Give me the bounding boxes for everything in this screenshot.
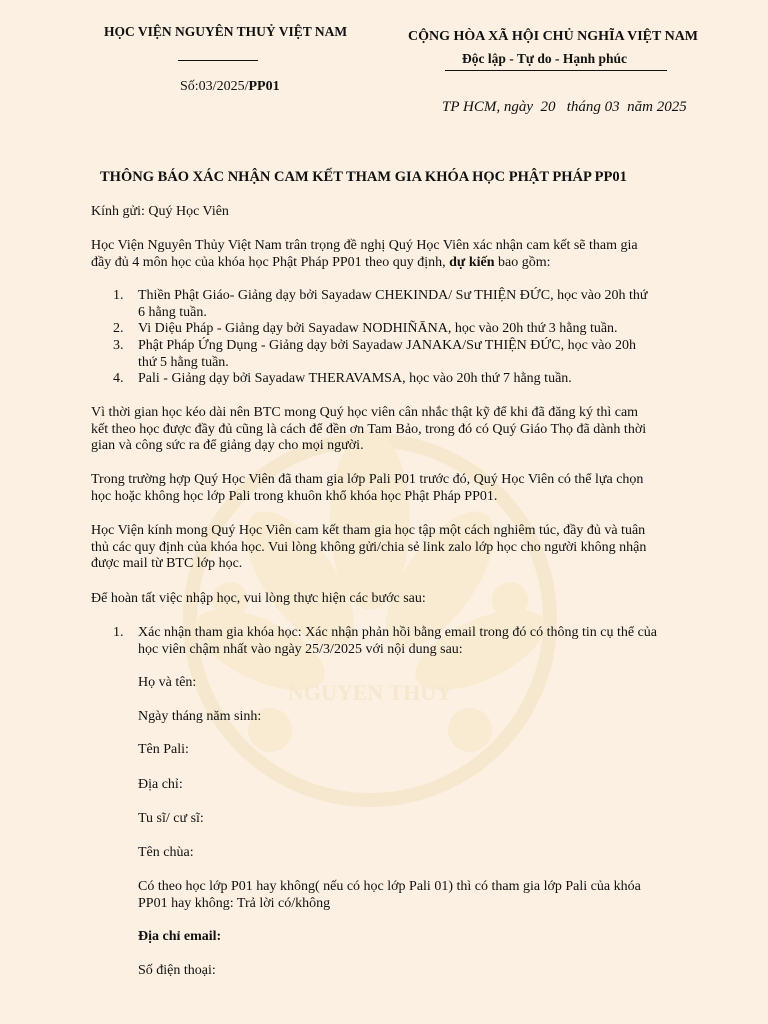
field-address: Địa chỉ:	[138, 777, 183, 792]
field-name: Họ và tên:	[138, 675, 197, 690]
course-line: 6 hằng tuần.	[138, 304, 207, 320]
course-line: thứ 5 hằng tuần.	[138, 354, 229, 370]
step-number: 1.	[113, 625, 124, 640]
step-text	[138, 625, 708, 658]
commitment-paragraph	[91, 405, 711, 455]
document-number	[180, 79, 280, 95]
paragraph-line: gian và công sức ra để giảng dạy cho mọi người.	[91, 438, 364, 453]
intro-line-2-end: bao gồm:	[494, 254, 551, 270]
course-text	[138, 338, 708, 371]
course-text	[138, 371, 708, 388]
intro-line-1: Học Viện Nguyên Thủy Việt Nam trân trọng đề nghị Quý Học Viên xác nhận cam kết sẽ tham gia	[91, 238, 638, 253]
nation-title: CỘNG HÒA XÃ HỘI CHỦ NGHĨA VIỆT NAM	[408, 29, 699, 44]
document-number-prefix: Số:03/2025/	[180, 79, 249, 94]
paragraph-line: được mail từ BTC lớp học.	[91, 556, 243, 571]
course-line: Phật Pháp Ứng Dụng - Giảng dạy bởi Sayadaw JANAKA/Sư THIỆN ĐỨC, học vào 20h	[138, 338, 637, 353]
field-line: Có theo học lớp P01 hay không( nếu có học lớp Pali 01) thì có tham gia lớp Pali của khóa	[138, 879, 641, 894]
course-text	[138, 288, 708, 321]
rules-paragraph	[91, 523, 711, 573]
course-number: 4.	[113, 371, 124, 386]
course-line: Vi Diệu Pháp - Giảng dạy bởi Sayadaw NODHIÑĀNA, học vào 20h thứ 3 hằng tuần.	[138, 321, 618, 336]
paragraph-line: kết theo học được đầy đủ cũng là cách để đền ơn Tam Bảo, trong đó có Quý Giáo Thọ đã dành thời	[91, 421, 647, 437]
document-date: TP HCM, ngày 20 tháng 03 năm 2025	[442, 99, 687, 115]
course-line: Pali - Giảng dạy bởi Sayadaw THERAVAMSA, học vào 20h thứ 7 hằng tuần.	[138, 371, 572, 386]
course-number: 3.	[113, 338, 124, 353]
paragraph-line: Học Viện kính mong Quý Học Viên cam kết tham gia học tập một cách nghiêm túc, đầy đủ và tuân	[91, 523, 646, 538]
nation-motto: Độc lập - Tự do - Hạnh phúc	[462, 51, 628, 66]
document-number-suffix: PP01	[248, 79, 280, 94]
svg-text:NGUYEN THUY: NGUYEN THUY	[287, 680, 453, 705]
field-line: PP01 hay không: Trả lời có/không	[138, 895, 331, 911]
field-pali-name: Tên Pali:	[138, 742, 189, 757]
academy-logo-watermark	[150, 400, 590, 840]
step-line: Xác nhận tham gia khóa học: Xác nhận phản hồi bằng email trong đó có thông tin cụ thể của	[138, 625, 658, 640]
course-number: 2.	[113, 321, 124, 336]
field-p01-question	[138, 879, 718, 912]
field-monk-lay: Tu sĩ/ cư sĩ:	[138, 811, 204, 826]
intro-emphasis: dự kiến	[449, 254, 495, 270]
field-email: Địa chỉ email:	[138, 929, 222, 944]
motto-underline	[445, 70, 667, 71]
field-dob: Ngày tháng năm sinh:	[138, 709, 262, 724]
paragraph-line: học hoặc không học lớp Pali trong khuôn khổ khóa học Phật Pháp PP01.	[91, 488, 498, 504]
pali-option-paragraph	[91, 472, 711, 505]
intro-line-2-text: đầy đủ 4 môn học của khóa học Phật Pháp PP01 theo quy định,	[91, 254, 450, 270]
steps-intro: Để hoàn tất việc nhập học, vui lòng thực hiện các bước sau:	[91, 591, 426, 606]
course-line: Thiền Phật Giáo- Giảng dạy bởi Sayadaw CHEKINDA/ Sư THIỆN ĐỨC, học vào 20h thứ	[138, 288, 648, 303]
course-number: 1.	[113, 288, 124, 303]
field-temple: Tên chùa:	[138, 845, 194, 860]
course-text	[138, 321, 708, 338]
field-phone: Số điện thoại:	[138, 963, 216, 978]
intro-paragraph	[91, 238, 711, 271]
document-title: THÔNG BÁO XÁC NHẬN CAM KẾT THAM GIA KHÓA HỌC PHẬT PHÁP PP01	[100, 169, 627, 185]
organization-name: HỌC VIỆN NGUYÊN THUỶ VIỆT NAM	[104, 24, 348, 39]
org-underline	[178, 60, 258, 61]
greeting: Kính gửi: Quý Học Viên	[91, 204, 229, 219]
paragraph-line: Vì thời gian học kéo dài nên BTC mong Quý học viên cân nhắc thật kỹ để khi đã đăng ký thì cam	[91, 405, 639, 420]
intro-line-2	[91, 255, 711, 272]
paragraph-line: Trong trường hợp Quý Học Viên đã tham gia lớp Pali P01 trước đó, Quý Học Viên có thể lựa chọn	[91, 472, 644, 487]
paragraph-line: thủ các quy định của khóa học. Vui lòng không gửi/chia sẻ link zalo lớp học cho người không nhận	[91, 539, 647, 555]
step-line: học viên chậm nhất vào ngày 25/3/2025 với nội dung sau:	[138, 641, 463, 657]
